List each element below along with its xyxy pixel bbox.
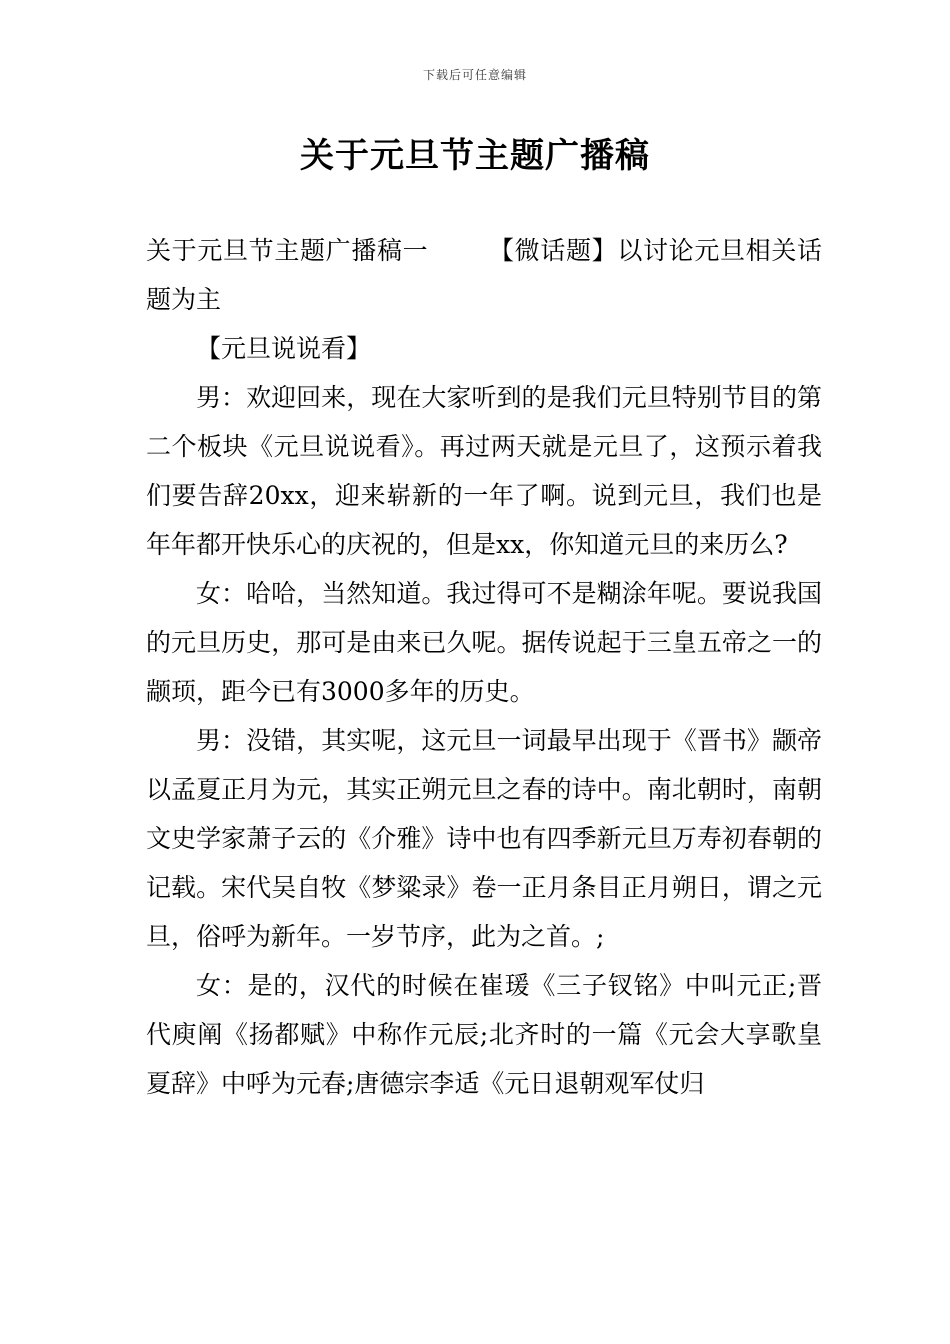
paragraph: 女：哈哈，当然知道。我过得可不是糊涂年呢。要说我国的元旦历史，那可是由来已久呢。据传说起于三皇五帝之一的颛顼，距今已有3000多年的历史。 bbox=[146, 579, 822, 706]
paragraph: 男：欢迎回来，现在大家听到的是我们元旦特别节目的第二个板块《元旦说说看》。再过两天就是元旦了，这预示着我们要告辞20xx，迎来崭新的一年了啊。说到元旦，我们也是年年都开快乐心的庆祝的，但是xx，你知道元旦的来历么? bbox=[146, 383, 822, 559]
document-body bbox=[146, 226, 822, 1108]
intro-paragraph bbox=[146, 226, 822, 324]
intro-heading: 关于元旦节主题广播稿一 bbox=[146, 236, 429, 265]
header-note: 下载后可任意编辑 bbox=[422, 68, 527, 82]
page-title: 关于元旦节主题广播稿 bbox=[300, 136, 650, 176]
section-heading: 【元旦说说看】 bbox=[196, 334, 372, 363]
paragraph: 男：没错，其实呢，这元旦一词最早出现于《晋书》颛帝以孟夏正月为元，其实正朔元旦之春的诗中。南北朝时，南朝文史学家萧子云的《介雅》诗中也有四季新元旦万寿初春朝的记载。宋代吴自牧《梦粱录》卷一正月条目正月朔日，谓之元旦，俗呼为新年。一岁节序，此为之首。; bbox=[146, 726, 822, 951]
paragraph: 女：是的，汉代的时候在崔瑗《三子钗铭》中叫元正;晋代庾阐《扬都赋》中称作元辰;北齐时的一篇《元会大享歌皇夏辞》中呼为元春;唐德宗李适《元日退朝观军仗归 bbox=[146, 971, 822, 1098]
intro-topic: 【微话题】以讨论元旦相关话题为主 bbox=[146, 236, 822, 314]
